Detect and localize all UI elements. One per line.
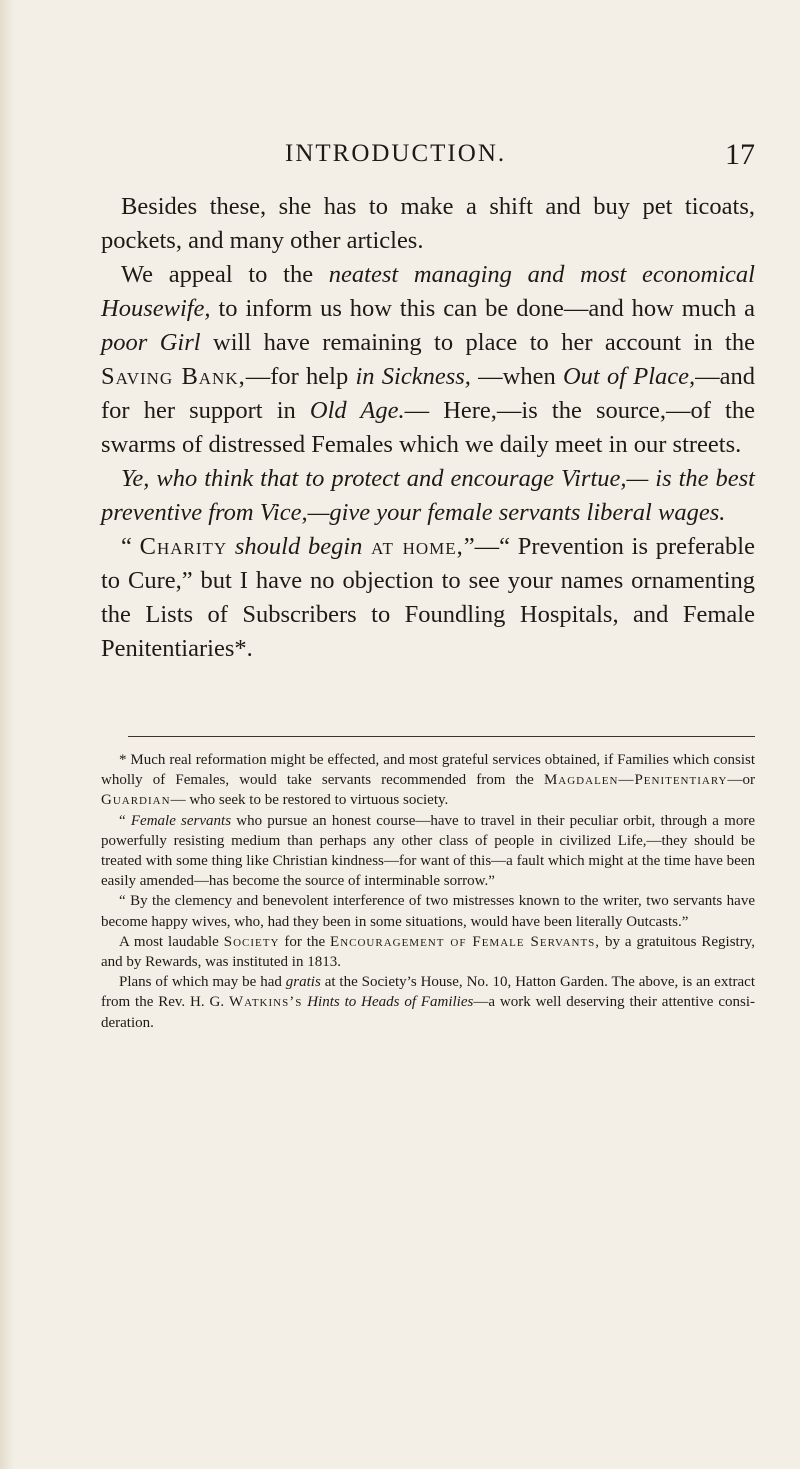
paragraph-4 [101, 530, 755, 666]
text-run: —or [727, 772, 755, 789]
text-run: will have remaining to place to her account in the [200, 329, 755, 356]
text-run: Plans of which may be had [119, 974, 286, 991]
text-run: A most laudable [119, 933, 224, 950]
running-head: INTRODUCTION. [285, 140, 507, 167]
text-run: — who seek to be restored to virtuous society. [170, 792, 449, 809]
main-text [101, 190, 755, 666]
text-run: ”—“ Prevention is preferable to Cure,” but I have no objection to see your names ornamenting the Lists of Subscribers to Foundling Hospitals, and Female Penitentiaries*. [101, 533, 755, 662]
page-header [100, 138, 755, 178]
italic-run: Out of Place, [562, 363, 696, 390]
italic-run: should begin [227, 533, 363, 560]
page-binding-shadow [0, 0, 14, 1469]
text-run: by a gratuitous Registry, and by Rewards, was instituted in 1813. [101, 933, 755, 971]
text-run: We appeal to the [121, 261, 329, 288]
text-run: “ By the clemency and benevolent interference of two mistresses known to the writer, two servants have become happy wives, who, had they been in some situations, would have been literally Outcasts.” [101, 893, 755, 930]
footnote-paragraph-3 [101, 891, 755, 931]
text-run: —and for her support in [101, 363, 756, 424]
paragraph-3 [101, 462, 755, 530]
italic-run: Old Age. [309, 397, 405, 424]
italic-run: in Sickness, [355, 363, 471, 390]
paragraph-2 [101, 258, 755, 462]
small-caps-run: at home, [362, 533, 464, 560]
page-number: 17 [725, 138, 755, 171]
italic-run: neatest managing and most economical Housewife, [101, 261, 755, 322]
small-caps-run: Society [223, 933, 280, 950]
text-run: Besides these, she has to make a shift and buy pet ticoats, pockets, and many other articles. [101, 193, 755, 254]
italic-run: Female servants [130, 812, 232, 829]
small-caps-run: Guardian [101, 792, 171, 809]
text-run: * Much real reformation might be effected, and most grateful services obtained, if Families which consist wholly of Females, would take servants recommended from the [101, 752, 755, 789]
footnote-divider [128, 736, 755, 737]
text-run: — Here,—is the source,—of the swarms of distressed Females which we daily meet in our streets. [101, 397, 755, 458]
text-run: —when [470, 363, 563, 390]
text-run: —a work well deserving their attentive consi deration. [101, 994, 755, 1031]
italic-run: gratis [285, 974, 321, 991]
small-caps-run: Encouragement of Female Servants, [330, 933, 601, 950]
text-run: —for help [245, 363, 356, 390]
footnote-paragraph-4 [101, 932, 755, 972]
footnote-paragraph-1 [101, 750, 755, 811]
footnote-paragraph-2 [101, 811, 755, 892]
footnote [101, 750, 755, 1033]
text-run: “ [121, 533, 140, 560]
italic-run: Ye, who think that to protect and encourage Virtue,— is the best preventive from Vice,—give your female servants liberal wages. [101, 465, 755, 526]
text-run: at the Society’s House, No. 10, Hatton Garden. The above, is an extract from the Rev. H. G. [101, 974, 755, 1011]
small-caps-run: Magdalen—Penitentiary [543, 772, 728, 789]
small-caps-run: Watkins’s [228, 994, 303, 1011]
paragraph-1 [101, 190, 755, 258]
italic-run: Hints to Heads of Families [307, 994, 474, 1011]
small-caps-run: Saving Bank, [101, 363, 246, 390]
text-run: who pursue an honest course—have to travel in their peculiar orbit, through a more powerfully resisting medium than perhaps any other class of people in civilized Life,—they should be treated with some thing like Christian kindness—for want of this—a fault which might at the time have been easily amended—has become the source of interminable sorrow.” [101, 812, 755, 890]
footnote-paragraph-5 [101, 972, 755, 1033]
text-run: for the [279, 933, 331, 950]
small-caps-run: Charity [139, 533, 228, 560]
text-run: “ [119, 812, 131, 829]
text-run: to inform us how this can be done—and how much a [210, 295, 755, 322]
italic-run: poor Girl [101, 329, 201, 356]
